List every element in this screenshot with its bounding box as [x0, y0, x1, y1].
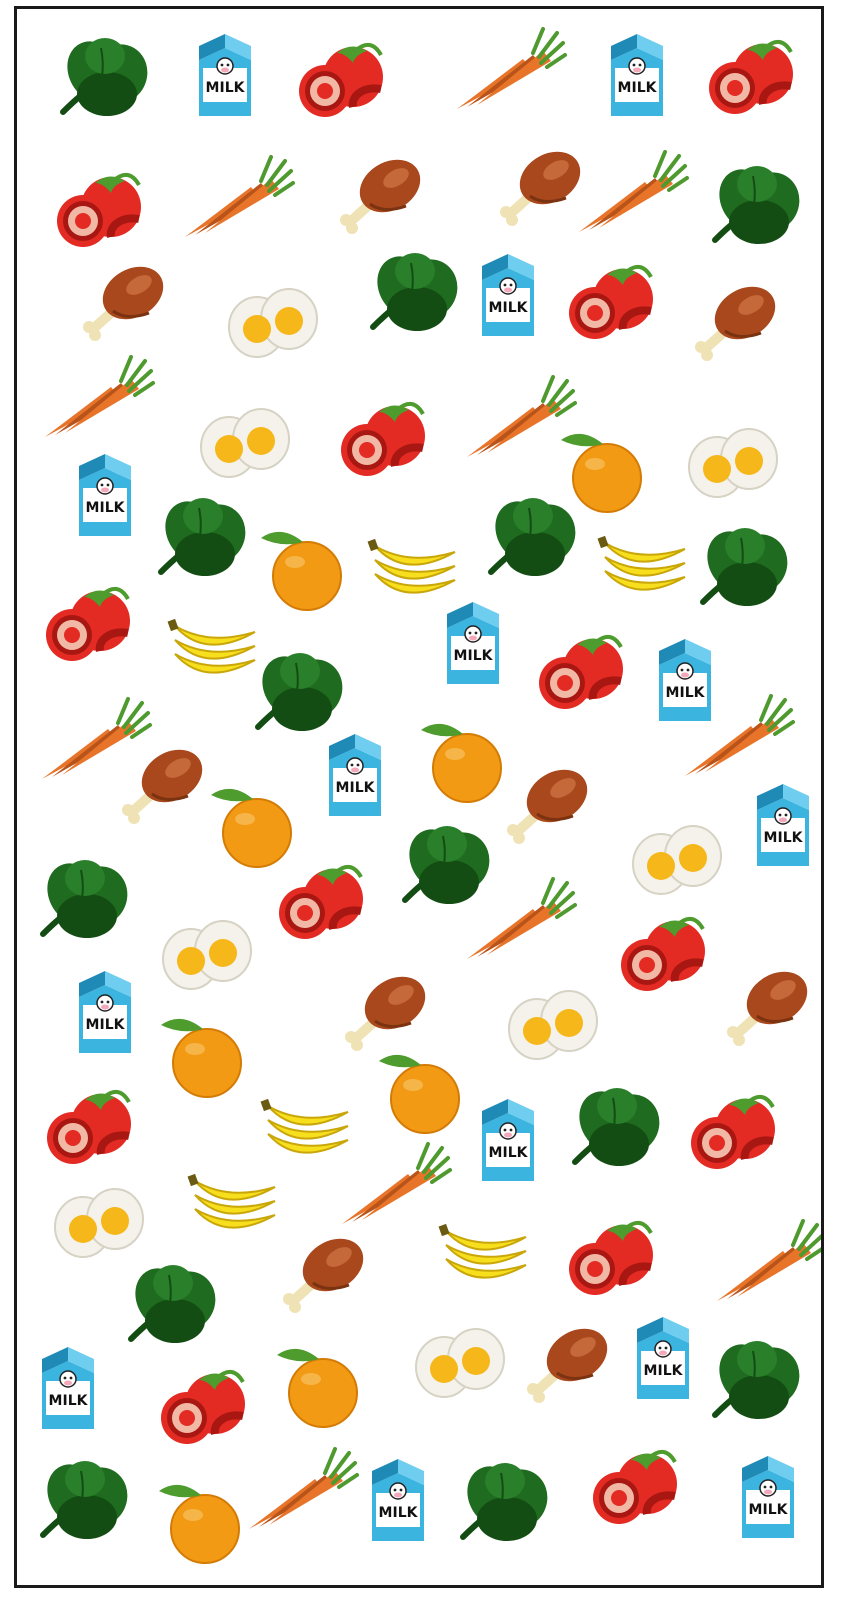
tomato-icon[interactable] [279, 867, 363, 939]
spinach-icon[interactable] [124, 1258, 225, 1343]
spinach-icon[interactable] [366, 246, 467, 331]
spinach-icon[interactable] [456, 1456, 557, 1541]
banana-icon[interactable] [188, 1174, 275, 1228]
milk-carton-icon[interactable] [482, 1099, 534, 1181]
milk-carton-icon[interactable] [659, 639, 711, 721]
drumstick-icon[interactable] [283, 1228, 373, 1313]
banana-icon[interactable] [368, 539, 455, 593]
spinach-icon[interactable] [696, 521, 797, 606]
orange-icon[interactable] [421, 724, 501, 802]
svg-text:MILK: MILK [488, 300, 528, 316]
banana-icon[interactable] [598, 536, 685, 590]
carrot-icon[interactable] [342, 1144, 450, 1224]
milk-carton-icon[interactable] [757, 784, 809, 866]
egg-icon[interactable] [229, 289, 317, 357]
spinach-icon[interactable] [251, 646, 352, 731]
tomato-icon[interactable] [691, 1097, 775, 1169]
banana-icon[interactable] [261, 1099, 348, 1153]
spinach-icon[interactable] [708, 1334, 809, 1419]
tomato-icon[interactable] [709, 42, 793, 114]
spinach-icon[interactable] [36, 853, 137, 938]
egg-icon[interactable] [163, 921, 251, 989]
spinach-icon[interactable] [154, 491, 255, 576]
drumstick-icon[interactable] [727, 961, 817, 1046]
tomato-icon[interactable] [161, 1372, 245, 1444]
carrot-icon[interactable] [579, 152, 687, 232]
milk-carton-icon[interactable] [447, 602, 499, 684]
tomato-icon[interactable] [569, 1223, 653, 1295]
milk-carton-icon[interactable] [372, 1459, 424, 1541]
carrot-icon[interactable] [467, 879, 575, 959]
orange-icon[interactable] [261, 532, 341, 610]
milk-carton-icon[interactable] [482, 254, 534, 336]
milk-carton-icon[interactable] [742, 1456, 794, 1538]
banana-icon[interactable] [168, 619, 255, 673]
tomato-icon[interactable] [341, 404, 425, 476]
orange-icon[interactable] [379, 1055, 459, 1133]
spinach-icon[interactable] [398, 819, 499, 904]
tomato-icon[interactable] [539, 637, 623, 709]
tomato-icon[interactable] [47, 1092, 131, 1164]
drumstick-icon[interactable] [83, 256, 173, 341]
svg-text:MILK: MILK [378, 1505, 418, 1521]
svg-text:MILK: MILK [665, 685, 705, 701]
carrot-icon[interactable] [45, 357, 153, 437]
orange-icon[interactable] [161, 1019, 241, 1097]
milk-carton-icon[interactable] [611, 34, 663, 116]
svg-text:MILK: MILK [85, 500, 125, 516]
egg-icon[interactable] [416, 1329, 504, 1397]
milk-carton-icon[interactable] [79, 971, 131, 1053]
drumstick-icon[interactable] [345, 966, 435, 1051]
orange-icon[interactable] [211, 789, 291, 867]
carrot-icon[interactable] [457, 29, 565, 109]
banana-icon[interactable] [439, 1224, 526, 1278]
carrot-icon[interactable] [185, 157, 293, 237]
milk-carton-icon[interactable] [79, 454, 131, 536]
svg-text:MILK: MILK [643, 1363, 683, 1379]
spinach-icon[interactable] [568, 1081, 669, 1166]
milk-carton-icon[interactable] [42, 1347, 94, 1429]
svg-text:MILK: MILK [335, 780, 375, 796]
tomato-icon[interactable] [299, 45, 383, 117]
svg-text:MILK: MILK [85, 1017, 125, 1033]
svg-text:MILK: MILK [488, 1145, 528, 1161]
spinach-icon[interactable] [484, 491, 585, 576]
spinach-icon[interactable] [708, 159, 809, 244]
drumstick-icon[interactable] [340, 149, 430, 234]
drumstick-icon[interactable] [507, 759, 597, 844]
egg-icon[interactable] [55, 1189, 143, 1257]
carrot-icon[interactable] [717, 1221, 824, 1301]
milk-carton-icon[interactable] [637, 1317, 689, 1399]
drumstick-icon[interactable] [500, 141, 590, 226]
svg-text:MILK: MILK [205, 80, 245, 96]
egg-icon[interactable] [509, 991, 597, 1059]
drumstick-icon[interactable] [527, 1318, 617, 1403]
spinach-icon[interactable] [36, 1454, 137, 1539]
milk-carton-icon[interactable] [329, 734, 381, 816]
svg-text:MILK: MILK [617, 80, 657, 96]
orange-icon[interactable] [561, 434, 641, 512]
drumstick-icon[interactable] [695, 276, 785, 361]
drumstick-icon[interactable] [122, 739, 212, 824]
tomato-icon[interactable] [621, 919, 705, 991]
tomato-icon[interactable] [46, 589, 130, 661]
orange-icon[interactable] [159, 1485, 239, 1563]
svg-text:MILK: MILK [763, 830, 803, 846]
carrot-icon[interactable] [467, 377, 575, 457]
carrot-icon[interactable] [42, 699, 150, 779]
tomato-icon[interactable] [569, 267, 653, 339]
milk-carton-icon[interactable] [199, 34, 251, 116]
orange-icon[interactable] [277, 1349, 357, 1427]
puzzle-board [14, 6, 824, 1588]
tomato-icon[interactable] [593, 1452, 677, 1524]
svg-text:MILK: MILK [453, 648, 493, 664]
egg-icon[interactable] [689, 429, 777, 497]
spinach-icon[interactable] [56, 31, 157, 116]
egg-icon[interactable] [201, 409, 289, 477]
svg-text:MILK: MILK [48, 1393, 88, 1409]
tomato-icon[interactable] [57, 175, 141, 247]
food-scene [17, 9, 824, 1588]
svg-text:MILK: MILK [748, 1502, 788, 1518]
carrot-icon[interactable] [249, 1449, 357, 1529]
egg-icon[interactable] [633, 826, 721, 894]
